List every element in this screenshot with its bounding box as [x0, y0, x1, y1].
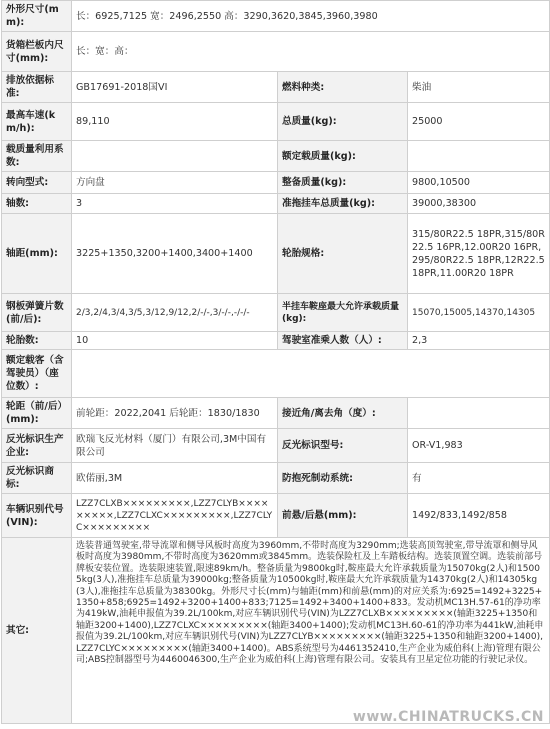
dims-value: 长：6925,7125 宽：2496,2550 高：3290,3620,3845,3960,3980: [72, 1, 550, 32]
cab-seats-value: 2,3: [408, 332, 550, 350]
overhang-value: 1492/833,1492/858: [408, 494, 550, 538]
fuel-label: 燃料种类:: [278, 72, 408, 103]
cab-seats-label: 驾驶室准乘人数（人）:: [278, 332, 408, 350]
springs-label: 钢板弹簧片数(前/后):: [2, 294, 72, 332]
fifth-wheel-label: 半挂车鞍座最大允许承载质量(kg):: [278, 294, 408, 332]
approach-label: 接近角/离去角（度）:: [278, 398, 408, 429]
curb-mass-value: 9800,10500: [408, 172, 550, 194]
row-cargo-dims: [2, 32, 550, 72]
vehicle-spec-table: [1, 0, 550, 724]
emission-value: GB17691-2018国VI: [72, 72, 278, 103]
rated-passengers-value: [72, 350, 550, 398]
gross-mass-label: 总质量(kg):: [278, 103, 408, 141]
reflector-maker-value: 欧瑞飞反光材料（厦门）有限公司,3M中国有限公司: [72, 429, 278, 463]
wheelbase-value: 3225+1350,3200+1400,3400+1400: [72, 214, 278, 294]
watermark: www.CHINATRUCKS.CN: [352, 709, 544, 725]
overhang-label: 前悬/后悬(mm):: [278, 494, 408, 538]
vin-value: LZZ7CLXB×××××××××,LZZ7CLYB×××××××××,LZZ7CLXC×××××××××,LZZ7CLYC×××××××××: [72, 494, 278, 538]
cargo-dims-value: 长：宽：高：: [72, 32, 550, 72]
rated-load-label: 额定载质量(kg):: [278, 141, 408, 172]
row-tire-count: [2, 332, 550, 350]
reflector-brand-label: 反光标识商标:: [2, 463, 72, 494]
track-label: 轮距（前/后）(mm):: [2, 398, 72, 429]
springs-value: 2/3,2/4,3/4,3/5,3/12,9/12,2/-/-,3/-/-,-/-/-: [72, 294, 278, 332]
tires-value: 315/80R22.5 18PR,315/80R22.5 16PR,12.00R20 16PR,295/80R22.5 18PR,12R22.5 18PR,11.00R20 18PR: [408, 214, 550, 294]
cargo-dims-label: 货箱栏板内尺寸(mm):: [2, 32, 72, 72]
row-track: [2, 398, 550, 429]
row-axles: [2, 194, 550, 214]
abs-value: 有: [408, 463, 550, 494]
load-util-value: [72, 141, 278, 172]
axles-value: 3: [72, 194, 278, 214]
reflector-brand-value: 欧偌丽,3M: [72, 463, 278, 494]
tow-mass-label: 准拖挂车总质量(kg):: [278, 194, 408, 214]
other-value: 选装普通驾驶室,带导流罩和侧导风板时高度为3960mm,不带时高度为3290mm;选装高顶驾驶室,带导流罩和侧导风板时高度为3980mm,不带时高度为3620mm或3845mm。选装保险杠及上车踏板结构。选装顶置空调。选装前部号牌板安装位置。选装限速装置,限速89km/h。整备质量为9800kg时,鞍座最大允许承载质量为15070kg(2人)和15005kg(3人),准拖挂车总质量为39000kg;整备质量为10500kg时,鞍座最大允许承载质量为14370kg(2人)和14305kg(3人),准拖挂车总质量为38300kg。外形尺寸长(mm)与轴距(mm)和前悬(mm)的对应关系为:6925=1492+3225+1350+858;6925=1492+3200+1400+833;7125=1492+3400+1400+833。发动机MC13H.57-61的净功率为419kW,油耗申报值为39.2L/100km,对应车辆识别代号(VIN)为LZZ7CLXB×××××××××(轴距3225+1350和轴距3200+1400),LZZ7CLXC×××××××××(轴距3400+1400);发动机MC13H.60-61的净功率为441kW,油耗申报值为39.2L/100km,对应车辆识别代号(VIN)为LZZ7CLYB×××××××××(轴距3225+1350和轴距3200+1400),LZZ7CLYC×××××××××(轴距3400+1400)。ABS系统型号为4461352410,生产企业为威伯科(上海)管理有限公司;ABS控制器型号为4460046300,生产企业为威伯科(上海)管理有限公司。安装具有卫星定位功能的行驶记录仪。: [72, 538, 550, 724]
row-vin: [2, 494, 550, 538]
tire-count-label: 轮胎数:: [2, 332, 72, 350]
reflector-model-value: OR-V1,983: [408, 429, 550, 463]
approach-value: [408, 398, 550, 429]
axles-label: 轴数:: [2, 194, 72, 214]
row-passengers: [2, 350, 550, 398]
row-dims: [2, 1, 550, 32]
other-label: 其它:: [2, 538, 72, 724]
dims-label: 外形尺寸(mm):: [2, 1, 72, 32]
row-wheelbase: [2, 214, 550, 294]
tire-count-value: 10: [72, 332, 278, 350]
row-speed: [2, 103, 550, 141]
row-steering: [2, 172, 550, 194]
row-emission: [2, 72, 550, 103]
gross-mass-value: 25000: [408, 103, 550, 141]
curb-mass-label: 整备质量(kg):: [278, 172, 408, 194]
fuel-value: 柴油: [408, 72, 550, 103]
row-brand: [2, 463, 550, 494]
reflector-maker-label: 反光标识生产企业:: [2, 429, 72, 463]
load-util-label: 载质量利用系数:: [2, 141, 72, 172]
max-speed-value: 89,110: [72, 103, 278, 141]
wheelbase-label: 轴距(mm):: [2, 214, 72, 294]
steering-label: 转向型式:: [2, 172, 72, 194]
reflector-model-label: 反光标识型号:: [278, 429, 408, 463]
row-springs: [2, 294, 550, 332]
row-other: [2, 538, 550, 724]
row-load: [2, 141, 550, 172]
tires-label: 轮胎规格:: [278, 214, 408, 294]
emission-label: 排放依据标准:: [2, 72, 72, 103]
max-speed-label: 最高车速(km/h):: [2, 103, 72, 141]
track-value: 前轮距：2022,2041 后轮距：1830/1830: [72, 398, 278, 429]
fifth-wheel-value: 15070,15005,14370,14305: [408, 294, 550, 332]
tow-mass-value: 39000,38300: [408, 194, 550, 214]
row-reflector: [2, 429, 550, 463]
vin-label: 车辆识别代号(VIN):: [2, 494, 72, 538]
steering-value: 方向盘: [72, 172, 278, 194]
rated-passengers-label: 额定载客（含驾驶员）（座位数）:: [2, 350, 72, 398]
rated-load-value: [408, 141, 550, 172]
abs-label: 防抱死制动系统:: [278, 463, 408, 494]
